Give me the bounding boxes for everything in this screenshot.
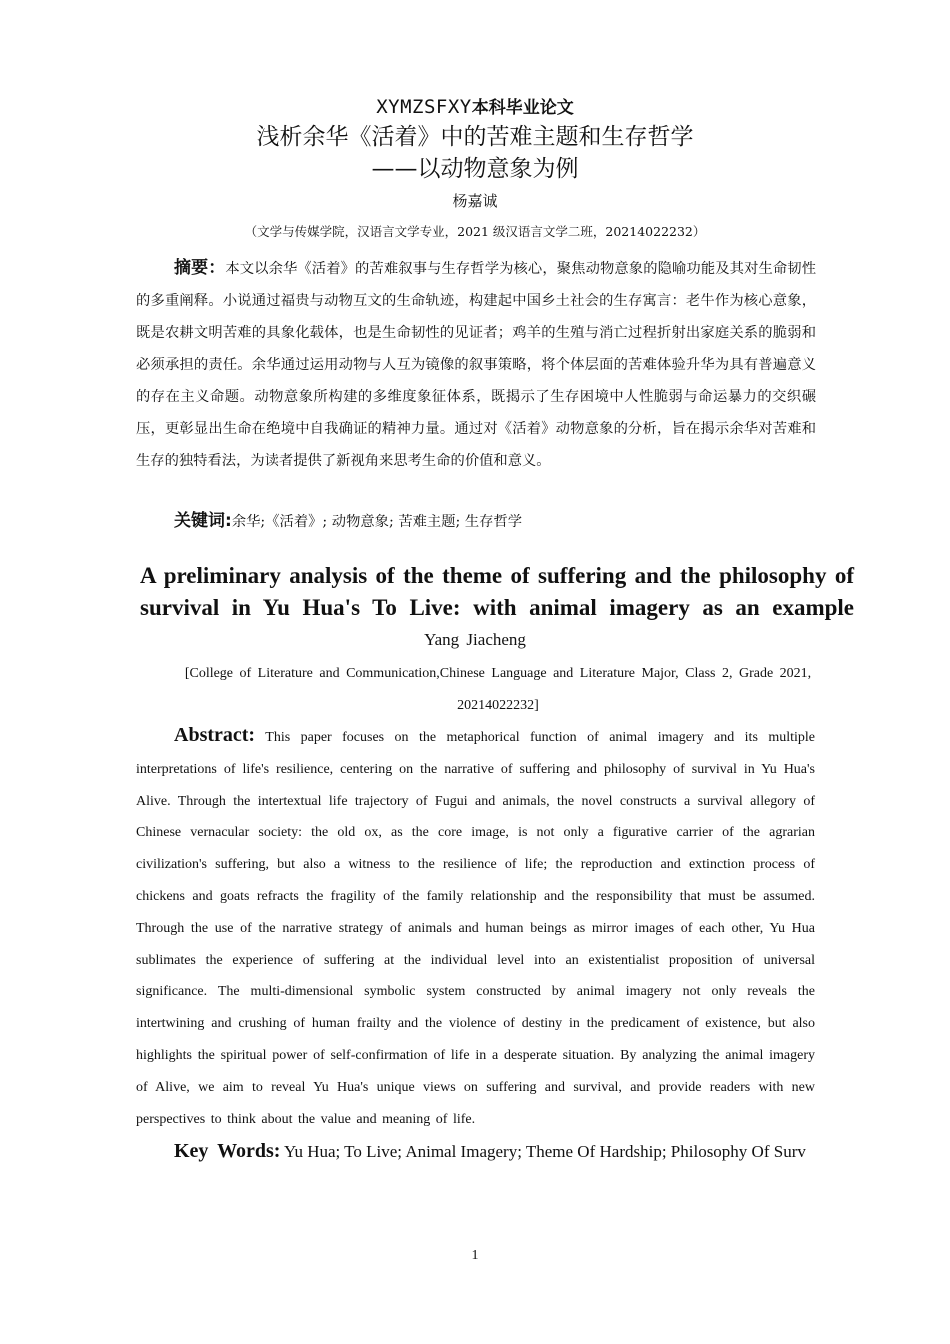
chinese-keywords (136, 506, 816, 537)
school-code: XYMZSFXY (376, 96, 472, 118)
english-affiliation: [College of Literature and Communication,Chinese Language and Literature Major, Class 2, Grade 2021, 20214022232] (184, 666, 812, 713)
thesis-type-label: 本科毕业论文 (471, 98, 574, 118)
chinese-author: 杨嘉诚 (452, 192, 498, 210)
chinese-abstract-label: 摘要： (174, 258, 226, 278)
english-keywords-label: Key Words: (174, 1140, 281, 1162)
chinese-abstract-text: 本文以余华《活着》的苦难叙事与生存哲学为核心，聚焦动物意象的隐喻功能及其对生命韧性的多重阐释。小说通过福贵与动物互文的生命轨迹，构建起中国乡土社会的生存寓言：老牛作为核心意象，既是农耕文明苦难的具象化载体，也是生命韧性的见证者；鸡羊的生殖与消亡过程折射出家庭关系的脆弱和必须承担的责任。余华通过运用动物与人互为镜像的叙事策略，将个体层面的苦难体验升华为具有普遍意义的存在主义命题。动物意象所构建的多维度象征体系，既揭示了生存困境中人性脆弱与命运暴力的交织碾压，更彰显出生命在绝境中自我确证的精神力量。通过对《活着》动物意象的分析，旨在揭示余华对苦难和生存的独特看法，为读者提供了新视角来思考生命的价值和意义。 (136, 261, 817, 469)
chinese-keywords-text: 余华;《活着》; 动物意象; 苦难主题; 生存哲学 (231, 514, 523, 530)
chinese-affiliation: （文学与传媒学院，汉语言文学专业，2021 级汉语言文学二班，20214022232） (244, 224, 706, 239)
page-number: 1 (471, 1248, 479, 1263)
chinese-keywords-label: 关键词: (174, 511, 232, 531)
thesis-header (0, 94, 950, 121)
english-abstract (136, 720, 815, 1135)
english-abstract-label: Abstract: (174, 724, 256, 746)
english-keywords-text: Yu Hua; To Live; Animal Imagery; Theme Of Hardship; Philosophy Of Surv (284, 1142, 806, 1161)
chinese-title: 浅析余华《活着》中的苦难主题和生存哲学 (256, 124, 694, 150)
english-author: Yang Jiacheng (424, 630, 526, 649)
chinese-abstract (136, 252, 816, 477)
english-keywords (136, 1136, 816, 1167)
chinese-subtitle: ——以动物意象为例 (371, 156, 579, 182)
english-title: A preliminary analysis of the theme of suffering and the philosophy of survival in Yu Hua's To Live: with animal imagery as an example (140, 563, 854, 620)
english-abstract-text: This paper focuses on the metaphorical function of animal imagery and its multiple interpretations of life's resilience, centering on the narrative of suffering and philosophy of survival in Yu Hua's Alive. Through the intertextual life trajectory of Fugui and animals, the novel constructs a survival allegory of Chinese vernacular society: the old ox, as the core image, is not only a figurative carrier of the agrarian civilization's suffering, but also a witness to the resilience of life; the reproduction and extinction process of chickens and goats refracts the fragility of the family relationship and the responsibility that must be assumed. Through the use of the narrative strategy of animals and human beings as mirror images of each other, Yu Hua sublimates the experience of suffering at the individual level into an existentialist proposition of universal significance. The multi-dimensional symbolic system constructed by animal imagery not only reveals the intertwining and crushing of human frailty and the violence of destiny in the predicament of existence, but also highlights the spiritual power of self-confirmation of life in a desperate situation. By analyzing the animal imagery of Alive, we aim to reveal Yu Hua's unique views on suffering and survival, and provide readers with new perspectives to think about the value and meaning of life. (136, 730, 815, 1127)
